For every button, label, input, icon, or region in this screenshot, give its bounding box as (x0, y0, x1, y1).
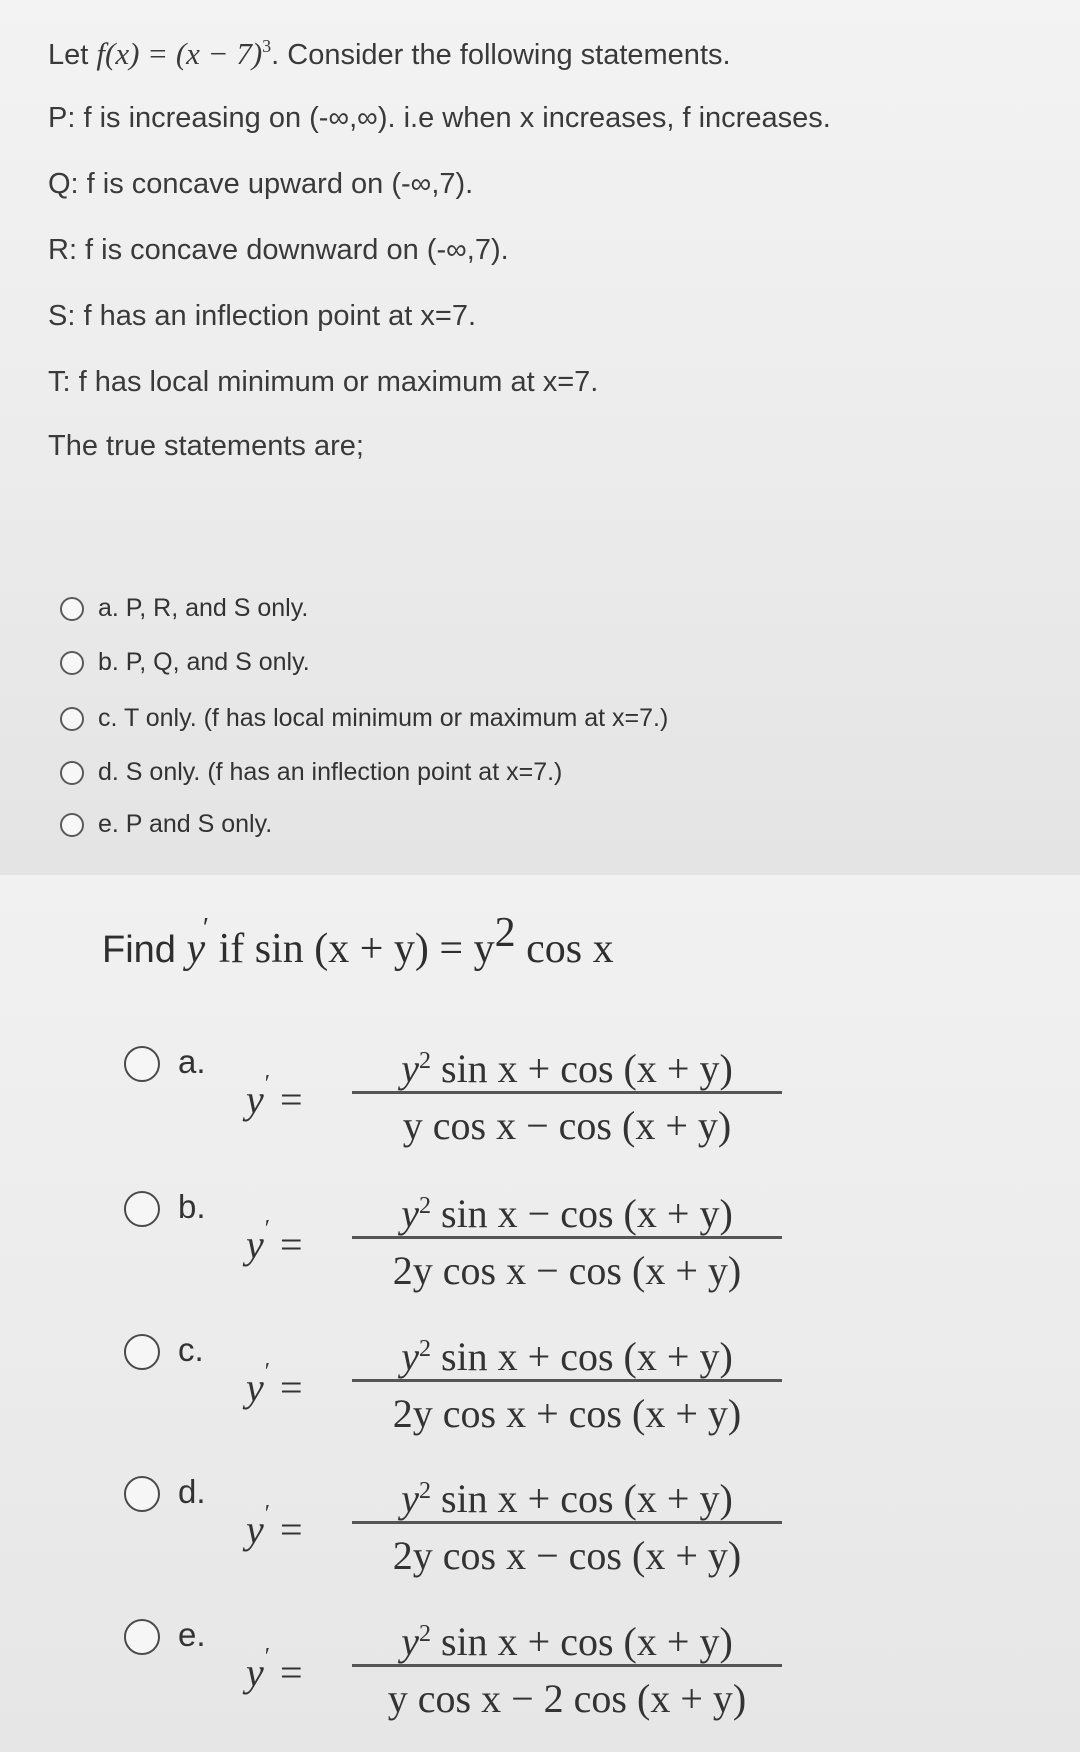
denominator: y cos x − 2 cos (x + y) (387, 1676, 747, 1721)
fraction (352, 1035, 782, 1152)
num-y: y (401, 1476, 419, 1521)
prompt-cos: cos x (526, 926, 614, 972)
lhs-prime: ′ (264, 1501, 271, 1527)
lhs (246, 1359, 303, 1411)
fraction-bar (352, 1091, 782, 1094)
intro-consider: . Consider the following statements. (271, 39, 731, 71)
radio-button[interactable] (60, 651, 84, 675)
fraction (352, 1180, 782, 1297)
prompt-var: y (186, 926, 206, 972)
question-1-panel (0, 0, 1080, 875)
statement-s: S: f has an inflection point at x=7. (48, 300, 477, 332)
num-square: 2 (419, 1336, 431, 1362)
q2-option-e[interactable] (124, 1608, 784, 1728)
num-square: 2 (419, 1048, 431, 1074)
q2-option-label: d. (178, 1473, 206, 1510)
radio-button[interactable] (124, 1619, 160, 1655)
function-exponent: 3 (262, 36, 272, 56)
lhs-var: y (246, 1650, 264, 1695)
lhs-var: y (246, 1222, 264, 1267)
radio-button[interactable] (124, 1476, 160, 1512)
num-rest: sin x + cos (x + y) (441, 1046, 733, 1091)
numerator (352, 1035, 782, 1091)
lhs (246, 1501, 303, 1553)
num-rest: sin x − cos (x + y) (441, 1191, 733, 1236)
fraction (352, 1608, 782, 1725)
lhs-equals: = (280, 1222, 303, 1267)
q1-option-d[interactable] (60, 758, 562, 787)
q1-option-c[interactable] (60, 704, 668, 733)
lhs-var: y (246, 1507, 264, 1552)
intro-function (96, 36, 271, 71)
q2-option-a[interactable] (124, 1035, 784, 1155)
lhs-prime: ′ (264, 1216, 271, 1242)
lhs (246, 1071, 303, 1123)
q1-option-a-label: a. P, R, and S only. (98, 594, 309, 622)
statement-q: Q: f is concave upward on (-∞,7). (48, 168, 474, 200)
lhs-equals: = (280, 1650, 303, 1695)
denominator: 2y cos x − cos (x + y) (392, 1248, 742, 1293)
lhs-prime: ′ (264, 1644, 271, 1670)
statement-r: R: f is concave downward on (-∞,7). (48, 234, 509, 266)
q2-option-label: b. (178, 1188, 206, 1225)
fraction-bar (352, 1664, 782, 1667)
radio-button[interactable] (60, 597, 84, 621)
numerator (352, 1465, 782, 1521)
num-rest: sin x + cos (x + y) (441, 1476, 733, 1521)
num-y: y (401, 1619, 419, 1664)
q2-option-label: a. (178, 1043, 206, 1080)
statement-p: P: f is increasing on (-∞,∞). i.e when x increases, f increases. (48, 102, 831, 134)
q1-option-e-label: e. P and S only. (98, 810, 273, 838)
fraction-bar (352, 1236, 782, 1239)
fraction-bar (352, 1521, 782, 1524)
q2-option-label: c. (178, 1331, 204, 1368)
num-y: y (401, 1191, 419, 1236)
num-square: 2 (419, 1621, 431, 1647)
function-expression: f(x) = (x − 7) (96, 36, 263, 71)
question-2-panel (0, 875, 1080, 1752)
q2-option-b[interactable] (124, 1180, 784, 1300)
question-2-prompt (102, 909, 614, 973)
question-1-prompt: The true statements are; (48, 430, 364, 462)
num-square: 2 (419, 1478, 431, 1504)
num-rest: sin x + cos (x + y) (441, 1334, 733, 1379)
q1-option-d-label: d. S only. (f has an inflection point at x=7.) (98, 758, 563, 786)
lhs (246, 1216, 303, 1268)
radio-button[interactable] (60, 761, 84, 785)
lhs-equals: = (280, 1507, 303, 1552)
radio-button[interactable] (124, 1046, 160, 1082)
radio-button[interactable] (60, 813, 84, 837)
numerator (352, 1608, 782, 1664)
q2-option-d[interactable] (124, 1465, 784, 1585)
statement-t: T: f has local minimum or maximum at x=7. (48, 366, 599, 398)
denominator: 2y cos x − cos (x + y) (392, 1533, 742, 1578)
num-rest: sin x + cos (x + y) (441, 1619, 733, 1664)
q2-option-c[interactable] (124, 1323, 784, 1443)
fraction (352, 1465, 782, 1582)
q1-option-e[interactable] (60, 810, 272, 839)
q1-option-b[interactable] (60, 648, 310, 677)
denominator: 2y cos x + cos (x + y) (392, 1391, 742, 1436)
question-1-intro (48, 36, 731, 72)
num-square: 2 (419, 1193, 431, 1219)
num-y: y (401, 1334, 419, 1379)
radio-button[interactable] (124, 1191, 160, 1227)
q1-option-b-label: b. P, Q, and S only. (98, 648, 310, 676)
prompt-prime: ′ (203, 912, 209, 942)
lhs (246, 1644, 303, 1696)
num-y: y (401, 1046, 419, 1091)
prompt-equation: if sin (x + y) = y (218, 926, 495, 972)
lhs-equals: = (280, 1077, 303, 1122)
fraction-bar (352, 1379, 782, 1382)
numerator (352, 1180, 782, 1236)
q1-option-a[interactable] (60, 594, 308, 623)
intro-let: Let (48, 39, 89, 71)
fraction (352, 1323, 782, 1440)
prompt-find: Find (102, 929, 176, 971)
lhs-var: y (246, 1077, 264, 1122)
radio-button[interactable] (60, 707, 84, 731)
radio-button[interactable] (124, 1334, 160, 1370)
q1-option-c-label: c. T only. (f has local minimum or maximum at x=7.) (98, 704, 669, 732)
lhs-var: y (246, 1365, 264, 1410)
q2-option-label: e. (178, 1616, 206, 1653)
lhs-prime: ′ (264, 1359, 271, 1385)
lhs-equals: = (280, 1365, 303, 1410)
denominator: y cos x − cos (x + y) (402, 1103, 732, 1148)
numerator (352, 1323, 782, 1379)
prompt-square: 2 (494, 910, 516, 956)
lhs-prime: ′ (264, 1071, 271, 1097)
